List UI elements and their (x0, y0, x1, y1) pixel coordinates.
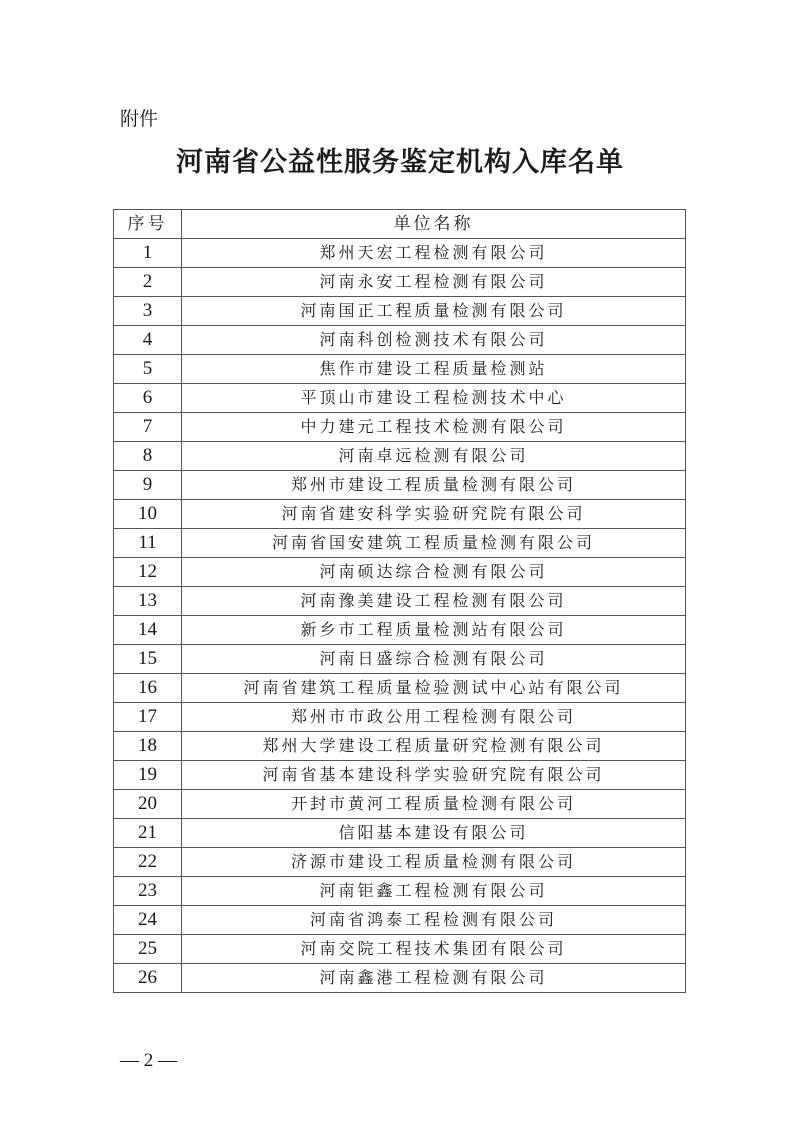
serial-number-cell: 1 (114, 239, 182, 268)
serial-number-cell: 16 (114, 674, 182, 703)
unit-name-cell: 河南永安工程检测有限公司 (182, 268, 686, 297)
unit-name-cell: 河南日盛综合检测有限公司 (182, 645, 686, 674)
unit-name-cell: 河南硕达综合检测有限公司 (182, 558, 686, 587)
unit-name-cell: 信阳基本建设有限公司 (182, 819, 686, 848)
attachment-label: 附件 (120, 108, 159, 130)
serial-number-cell: 19 (114, 761, 182, 790)
table-row (114, 297, 686, 326)
serial-number-cell: 14 (114, 616, 182, 645)
unit-name-cell: 河南省国安建筑工程质量检测有限公司 (182, 529, 686, 558)
institution-table (113, 209, 686, 993)
table-row (114, 761, 686, 790)
unit-name-cell: 河南钜鑫工程检测有限公司 (182, 877, 686, 906)
serial-number-cell: 15 (114, 645, 182, 674)
table-row (114, 442, 686, 471)
serial-number-cell: 25 (114, 935, 182, 964)
serial-number-cell: 11 (114, 529, 182, 558)
table-row (114, 239, 686, 268)
table-row (114, 326, 686, 355)
table-row (114, 413, 686, 442)
unit-name-cell: 新乡市工程质量检测站有限公司 (182, 616, 686, 645)
table-row (114, 558, 686, 587)
table-row (114, 964, 686, 993)
table-row (114, 790, 686, 819)
serial-number-cell: 2 (114, 268, 182, 297)
unit-name-cell: 郑州市建设工程质量检测有限公司 (182, 471, 686, 500)
serial-number-cell: 22 (114, 848, 182, 877)
serial-number-cell: 21 (114, 819, 182, 848)
serial-number-cell: 9 (114, 471, 182, 500)
table-row (114, 384, 686, 413)
unit-name-cell: 河南省建安科学实验研究院有限公司 (182, 500, 686, 529)
header-unit-name: 单位名称 (182, 210, 686, 239)
table-row (114, 529, 686, 558)
table-row (114, 848, 686, 877)
table-row (114, 268, 686, 297)
unit-name-cell: 济源市建设工程质量检测有限公司 (182, 848, 686, 877)
unit-name-cell: 河南鑫港工程检测有限公司 (182, 964, 686, 993)
table-row (114, 732, 686, 761)
table-row (114, 500, 686, 529)
table-row (114, 616, 686, 645)
table-row (114, 674, 686, 703)
unit-name-cell: 开封市黄河工程质量检测有限公司 (182, 790, 686, 819)
unit-name-cell: 河南卓远检测有限公司 (182, 442, 686, 471)
serial-number-cell: 24 (114, 906, 182, 935)
unit-name-cell: 郑州天宏工程检测有限公司 (182, 239, 686, 268)
serial-number-cell: 3 (114, 297, 182, 326)
serial-number-cell: 10 (114, 500, 182, 529)
unit-name-cell: 河南省建筑工程质量检验测试中心站有限公司 (182, 674, 686, 703)
serial-number-cell: 20 (114, 790, 182, 819)
unit-name-cell: 河南国正工程质量检测有限公司 (182, 297, 686, 326)
unit-name-cell: 河南省鸿泰工程检测有限公司 (182, 906, 686, 935)
unit-name-cell: 河南豫美建设工程检测有限公司 (182, 587, 686, 616)
serial-number-cell: 13 (114, 587, 182, 616)
serial-number-cell: 8 (114, 442, 182, 471)
table-row (114, 906, 686, 935)
document-title: 河南省公益性服务鉴定机构入库名单 (176, 147, 624, 178)
header-serial-number: 序号 (114, 210, 182, 239)
unit-name-cell: 中力建元工程技术检测有限公司 (182, 413, 686, 442)
unit-name-cell: 郑州市市政公用工程检测有限公司 (182, 703, 686, 732)
serial-number-cell: 17 (114, 703, 182, 732)
serial-number-cell: 26 (114, 964, 182, 993)
table-row (114, 471, 686, 500)
unit-name-cell: 郑州大学建设工程质量研究检测有限公司 (182, 732, 686, 761)
serial-number-cell: 5 (114, 355, 182, 384)
table-row (114, 877, 686, 906)
serial-number-cell: 12 (114, 558, 182, 587)
unit-name-cell: 河南省基本建设科学实验研究院有限公司 (182, 761, 686, 790)
unit-name-cell: 焦作市建设工程质量检测站 (182, 355, 686, 384)
table-row (114, 355, 686, 384)
serial-number-cell: 7 (114, 413, 182, 442)
table-row (114, 703, 686, 732)
table-row (114, 819, 686, 848)
unit-name-cell: 平顶山市建设工程检测技术中心 (182, 384, 686, 413)
serial-number-cell: 18 (114, 732, 182, 761)
page-number: — 2 — (120, 1050, 177, 1071)
serial-number-cell: 23 (114, 877, 182, 906)
serial-number-cell: 4 (114, 326, 182, 355)
table-row (114, 587, 686, 616)
table-header-row (114, 210, 686, 239)
unit-name-cell: 河南科创检测技术有限公司 (182, 326, 686, 355)
table-row (114, 645, 686, 674)
unit-name-cell: 河南交院工程技术集团有限公司 (182, 935, 686, 964)
serial-number-cell: 6 (114, 384, 182, 413)
table-row (114, 935, 686, 964)
